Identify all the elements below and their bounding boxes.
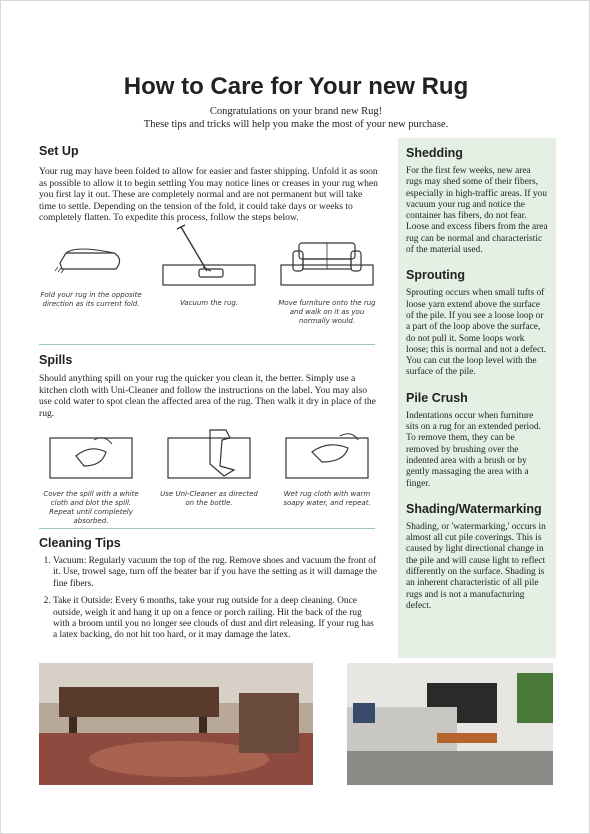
spills-steps <box>39 426 379 526</box>
sidebar-panel <box>398 138 556 658</box>
vacuum-icon <box>159 223 259 293</box>
pile-crush-heading: Pile Crush <box>406 390 468 405</box>
spills-step-2 <box>157 426 261 526</box>
setup-body: Your rug may have been folded to allow for easier and faster shipping. Unfold it as soon as possible to allow it to begin settling You may notice lines or creases in your rug when you first lay it out. These are completely normal and are not permanent but will take time to settle. Depending on the tension of the fold, it could take days or weeks to completely flatten. To expedite this process, follow the steps below. <box>39 166 378 224</box>
divider-2 <box>39 528 375 529</box>
setup-step-3 <box>275 223 379 326</box>
shading-block <box>406 502 548 612</box>
spills-heading: Spills <box>39 353 73 367</box>
shedding-heading: Shedding <box>406 146 463 160</box>
spills-step-2-caption: Use Uni-Cleaner as directed on the bottle. <box>160 490 258 507</box>
sofa-photo-image <box>347 663 553 785</box>
cleaning-tip-1: 1. Vacuum: Regularly vacuum the top of the rug. Remove shoes and vacuum the front of it. Use, trowel sage, turn off the beater bar if you have the setting as it will damage the fine fibers. <box>53 556 379 590</box>
setup-steps <box>39 223 379 326</box>
spills-body: Should anything spill on your rug the quicker you clean it, the better. Simply use a kitchen cloth with Uni-Cleaner and follow the instructions on the label. You may also use cold water to spot clean the affected area of the rug. Then walk it dry in place of the rug. <box>39 373 376 419</box>
living-room-photo-2 <box>347 663 553 785</box>
cleaning-tips-list <box>39 556 379 642</box>
shedding-body: For the first few weeks, new area rugs may shed some of their fibers, especially in high-traffic areas. If you vacuum your rug and notice the container has fibers, do not fear. Loose and excess fibers from the area rug can be normal and characteristic of the material used. <box>406 166 548 256</box>
setup-heading: Set Up <box>39 144 79 158</box>
sprouting-block <box>406 268 548 378</box>
spills-step-3 <box>275 426 379 526</box>
setup-step-2-caption: Vacuum the rug. <box>179 299 239 307</box>
pile-crush-block <box>406 391 548 490</box>
setup-step-1 <box>39 223 143 326</box>
spills-step-3-caption: Wet rug cloth with warm soapy water, and repeat. <box>283 490 371 507</box>
sofa-on-rug-icon <box>277 223 377 293</box>
spray-bottle-icon <box>164 426 254 484</box>
cleaning-tip-2: 2. Take it Outside: Every 6 months, take your rug outside for a deep cleaning. Once outside, weigh it and hang it up on a fence or porch railing. Hit the back of the rug with a broom until you no longer see clouds of dust and dirt releasing. If your rug has a latex backing, do not hit too hard, or it may damage the latex. <box>53 596 379 642</box>
rug-photo-image <box>39 663 313 785</box>
spills-step-1-caption: Cover the spill with a white cloth and blot the spill. Repeat until completely absorbed. <box>43 490 139 525</box>
cleaning-tips-section <box>39 536 379 648</box>
living-room-photo-1 <box>39 663 313 785</box>
shedding-block <box>406 146 548 256</box>
divider-1 <box>39 344 375 345</box>
page-title: How to Care for Your new Rug <box>123 73 469 100</box>
spills-step-1 <box>39 426 143 526</box>
spills-section <box>39 353 379 419</box>
blot-spill-icon <box>46 426 136 484</box>
sprouting-heading: Sprouting <box>406 268 466 283</box>
pile-crush-body: Indentations occur when furniture sits on a rug for an extended period. To remove them, they can be removed by brushing over the indented area with a brush or by gently massaging the area with a finger. <box>406 410 541 489</box>
setup-step-1-caption: Fold your rug in the opposite direction as its current fold. <box>40 291 142 308</box>
setup-section <box>39 144 379 224</box>
folded-rug-icon <box>52 223 130 285</box>
subtitle-line-1: Congratulations on your brand new Rug! <box>209 106 383 117</box>
wipe-cloth-icon <box>282 426 372 484</box>
page-subtitle <box>1 105 590 131</box>
setup-step-2 <box>157 223 261 326</box>
subtitle-line-2: These tips and tricks will help you make the most of your new purchase. <box>143 119 449 130</box>
shading-heading: Shading/Watermarking <box>406 501 542 516</box>
sprouting-body: Sprouting occurs when small tufts of loose yarn extend above the surface of the pile. If you see a loose loop or a part of the loop above the surface, do not pull it. Some loops work loose; this is normal and not a defect. You can cut the loop level with the surface of the pile. <box>406 288 547 378</box>
shading-body: Shading, or 'watermarking,' occurs in almost all cut pile coverings. This is caused by light directional change in the pile and will cause light to reflect differently on the surface. Shading is an inherent characteristic of all pile rugs and is not a manufacturing defect. <box>406 521 546 611</box>
setup-step-3-caption: Move furniture onto the rug and walk on it as you normally would. <box>278 299 376 325</box>
cleaning-tips-heading: Cleaning Tips <box>39 536 121 550</box>
